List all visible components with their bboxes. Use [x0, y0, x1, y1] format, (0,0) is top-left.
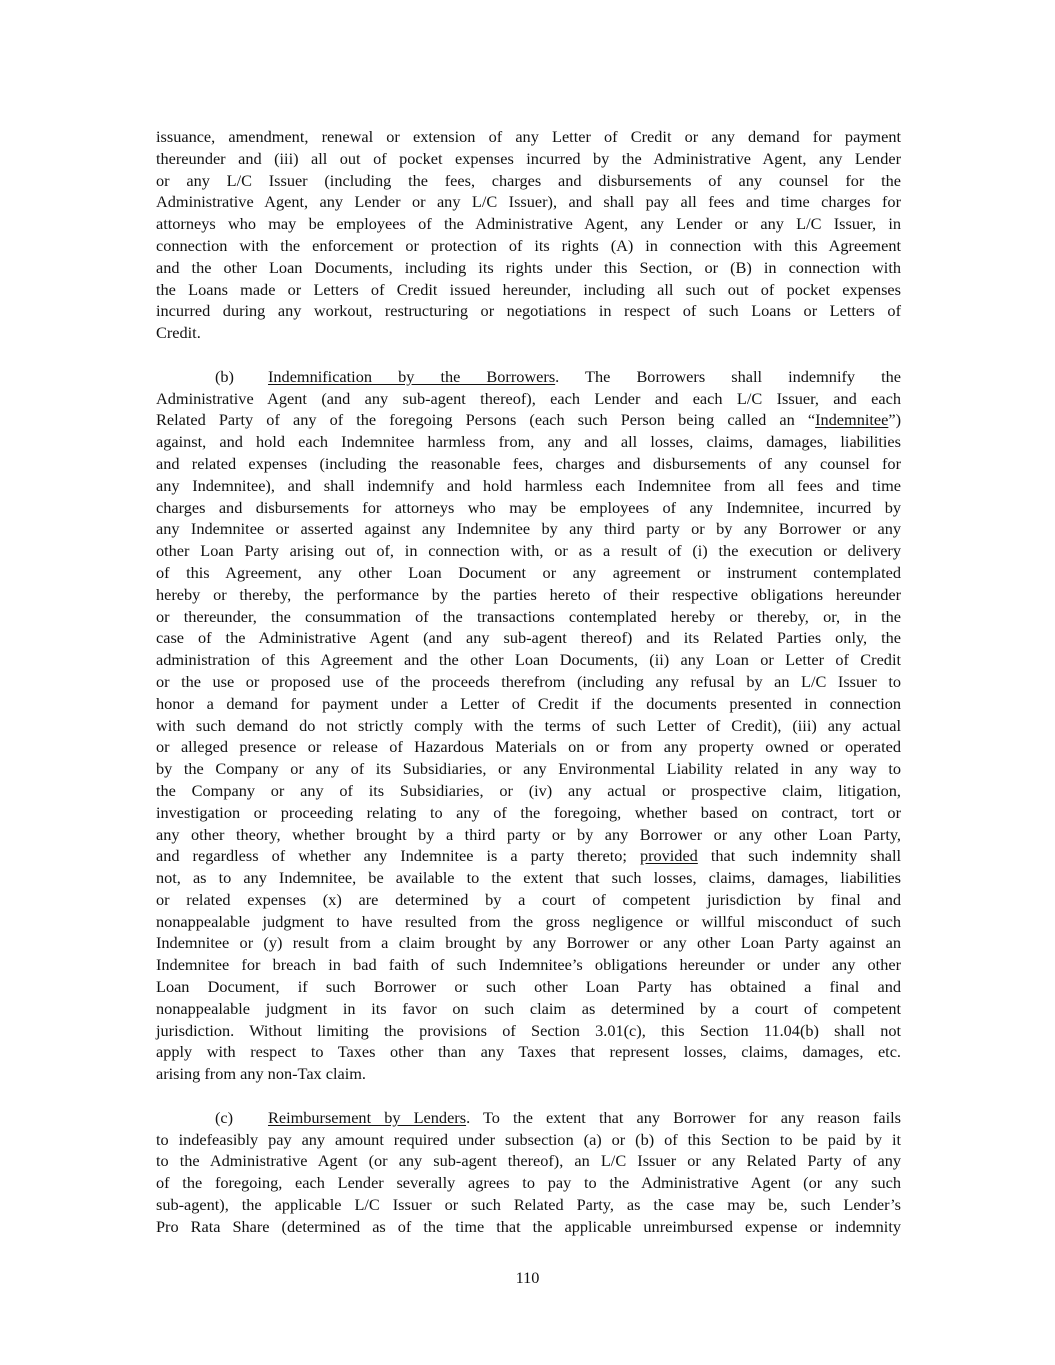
text-segment: or related expenses (x) are determined by a court of competent jurisdiction by final and — [156, 889, 901, 909]
text-line — [156, 584, 901, 606]
text-segment: honor a demand for payment under a Letter of Credit if the documents presented in connection — [156, 693, 901, 713]
text-line — [156, 257, 901, 279]
page-number: 110 — [515, 1268, 540, 1287]
text-line — [156, 300, 901, 322]
text-segment: of the foregoing, each Lender severally agrees to pay to the Administrative Agent (or any such — [156, 1173, 901, 1193]
text-segment: or alleged presence or release of Hazardous Materials on or from any property owned or operated — [156, 737, 901, 757]
text-segment: nonappealable judgment to have resulted from the gross negligence or willful misconduct of such — [156, 911, 901, 931]
text-segment: to the Administrative Agent (or any sub-agent thereof), an L/C Issuer or any Related Party of any — [156, 1151, 901, 1171]
text-line — [156, 148, 901, 170]
text-segment: sub-agent), the applicable L/C Issuer or such Related Party, as the case may be, such Lender’s — [156, 1195, 901, 1215]
text-segment: jurisdiction. Without limiting the provisions of Section 3.01(c), this Section 11.04(b) shall not — [156, 1020, 901, 1040]
section-label: (b) — [215, 366, 234, 386]
text-line — [156, 497, 901, 519]
section-label: (c) — [215, 1107, 234, 1127]
text-line — [156, 867, 901, 889]
text-segment: arising from any non-Tax claim. — [156, 1064, 367, 1084]
paragraph-intro — [156, 126, 901, 344]
text-segment: against, and hold each Indemnitee harmless from, any and all losses, claims, damages, liabilities — [156, 432, 901, 452]
text-line — [156, 693, 901, 715]
text-segment: and the other Loan Documents, including its rights under this Section, or (B) in connection with — [156, 257, 901, 277]
text-segment: of this Agreement, any other Loan Document or any agreement or instrument contemplated — [156, 562, 901, 582]
text-segment: the Loans made or Letters of Credit issued hereunder, including all such out of pocket expenses — [156, 279, 901, 299]
text-segment: . To the extent that any Borrower for any reason fails — [466, 1107, 901, 1127]
text-line — [156, 388, 901, 410]
text-segment: with such demand do not strictly comply with the terms of such Letter of Credit), (iii) any actual — [156, 715, 901, 735]
text-segment: Pro Rata Share (determined as of the time that the applicable unreimbursed expense or indemnity — [156, 1216, 901, 1236]
text-segment: hereby or thereby, the performance by the parties hereto of their respective obligations hereunder — [156, 584, 901, 604]
text-segment: connection with the enforcement or protection of its rights (A) in connection with this Agreement — [156, 235, 901, 255]
text-segment: any Indemnitee or asserted against any Indemnitee by any third party or by any Borrower or any — [156, 519, 901, 539]
text-line — [156, 213, 901, 235]
text-line — [156, 1172, 901, 1194]
text-line — [156, 932, 901, 954]
text-line — [156, 1129, 901, 1151]
text-line — [156, 1063, 901, 1085]
text-line — [156, 845, 901, 867]
text-line — [156, 889, 901, 911]
paragraph-section-b — [156, 366, 901, 1085]
text-segment: thereunder and (iii) all out of pocket expenses incurred by the Administrative Agent, any Lender — [156, 148, 901, 168]
text-line — [156, 627, 901, 649]
text-line — [156, 191, 901, 213]
text-line — [156, 279, 901, 301]
text-line — [156, 540, 901, 562]
text-segment: incurred during any workout, restructuring or negotiations in respect of such Loans or Letters of — [156, 301, 901, 321]
text-segment: and regardless of whether any Indemnitee is a party thereto; — [156, 846, 640, 866]
text-line — [156, 366, 901, 388]
text-line — [156, 235, 901, 257]
underlined-term: Reimbursement by Lenders — [268, 1107, 467, 1127]
text-segment: other Loan Party arising out of, in connection with, or as a result of (i) the execution or delivery — [156, 541, 901, 561]
text-line — [156, 976, 901, 998]
text-line — [156, 170, 901, 192]
document-body — [156, 126, 901, 1259]
text-line — [156, 954, 901, 976]
text-line — [156, 1194, 901, 1216]
text-line — [156, 518, 901, 540]
underlined-term: Indemnification by the Borrowers — [268, 366, 556, 386]
text-segment: investigation or proceeding relating to any of the foregoing, whether based on contract, tort or — [156, 802, 901, 822]
underlined-term: Indemnitee — [815, 410, 889, 430]
text-line — [156, 824, 901, 846]
text-segment: case of the Administrative Agent (and any sub-agent thereof) and its Related Parties only, the — [156, 628, 901, 648]
text-line — [156, 475, 901, 497]
paragraph-section-c — [156, 1107, 901, 1238]
text-segment: Indemnitee for breach in bad faith of such Indemnitee’s obligations hereunder or under any other — [156, 955, 901, 975]
text-segment: the Company or any of its Subsidiaries, or (iv) any actual or prospective claim, litigation, — [156, 780, 901, 800]
text-segment: Related Party of any of the foregoing Persons (each such Person being called an “ — [156, 410, 816, 430]
text-segment: and related expenses (including the reasonable fees, charges and disbursements of any counsel for — [156, 453, 901, 473]
text-segment: Loan Document, if such Borrower or such other Loan Party has obtained a final and — [156, 977, 901, 997]
text-line — [156, 1041, 901, 1063]
text-segment: any Indemnitee), and shall indemnify and hold harmless each Indemnitee from all fees and time — [156, 475, 901, 495]
text-line — [156, 409, 901, 431]
text-line — [156, 715, 901, 737]
underlined-term: provided — [639, 846, 698, 866]
text-segment: that such indemnity shall — [697, 846, 902, 866]
text-line — [156, 431, 901, 453]
text-line — [156, 998, 901, 1020]
text-segment: . The Borrowers shall indemnify the — [555, 366, 902, 386]
text-line — [156, 736, 901, 758]
text-segment: issuance, amendment, renewal or extension of any Letter of Credit or any demand for payment — [156, 127, 901, 146]
text-line — [156, 1020, 901, 1042]
text-segment: nonappealable judgment in its favor on such claim as determined by a court of competent — [156, 998, 901, 1018]
text-segment: any other theory, whether brought by a third party or by any Borrower or any other Loan Party, — [156, 824, 901, 844]
text-segment: Administrative Agent, any Lender or any L/C Issuer), and shall pay all fees and time charges for — [156, 192, 901, 212]
text-line — [156, 126, 901, 148]
text-line — [156, 649, 901, 671]
text-line — [156, 671, 901, 693]
text-segment: to indefeasibly pay any amount required under subsection (a) or (b) of this Section to be paid by it — [156, 1129, 901, 1149]
text-segment: apply with respect to Taxes other than any Taxes that represent losses, claims, damages, etc. — [156, 1042, 901, 1062]
text-segment: not, as to any Indemnitee, be available to the extent that such losses, claims, damages, liabilities — [156, 868, 901, 888]
text-line — [156, 1150, 901, 1172]
text-segment: Administrative Agent (and any sub-agent thereof), each Lender and each L/C Issuer, and each — [156, 388, 901, 408]
text-line — [156, 780, 901, 802]
text-segment: charges and disbursements for attorneys who may be employees of any Indemnitee, incurred by — [156, 497, 901, 517]
text-line — [156, 322, 901, 344]
text-segment: attorneys who may be employees of the Administrative Agent, any Lender or any L/C Issuer, in — [156, 214, 901, 234]
text-line — [156, 1216, 901, 1238]
text-line — [156, 453, 901, 475]
text-line — [156, 562, 901, 584]
text-line — [156, 802, 901, 824]
text-segment: by the Company or any of its Subsidiaries, or any Environmental Liability related in any way to — [156, 759, 901, 779]
text-line — [156, 606, 901, 628]
text-segment: or thereunder, the consummation of the transactions contemplated hereby or thereby, or, in the — [156, 606, 901, 626]
text-segment: Indemnitee or (y) result from a claim brought by any Borrower or any other Loan Party against an — [156, 933, 901, 953]
text-line — [156, 911, 901, 933]
text-line — [156, 1107, 901, 1129]
text-segment: Credit. — [156, 323, 201, 343]
text-line — [156, 758, 901, 780]
text-segment: or any L/C Issuer (including the fees, charges and disbursements of any counsel for the — [156, 170, 901, 190]
text-segment: ”) — [888, 410, 901, 430]
text-segment: administration of this Agreement and the other Loan Documents, (ii) any Loan or Letter of Credit — [156, 650, 901, 670]
text-segment: or the use or proposed use of the proceeds therefrom (including any refusal by an L/C Issuer to — [156, 671, 901, 691]
